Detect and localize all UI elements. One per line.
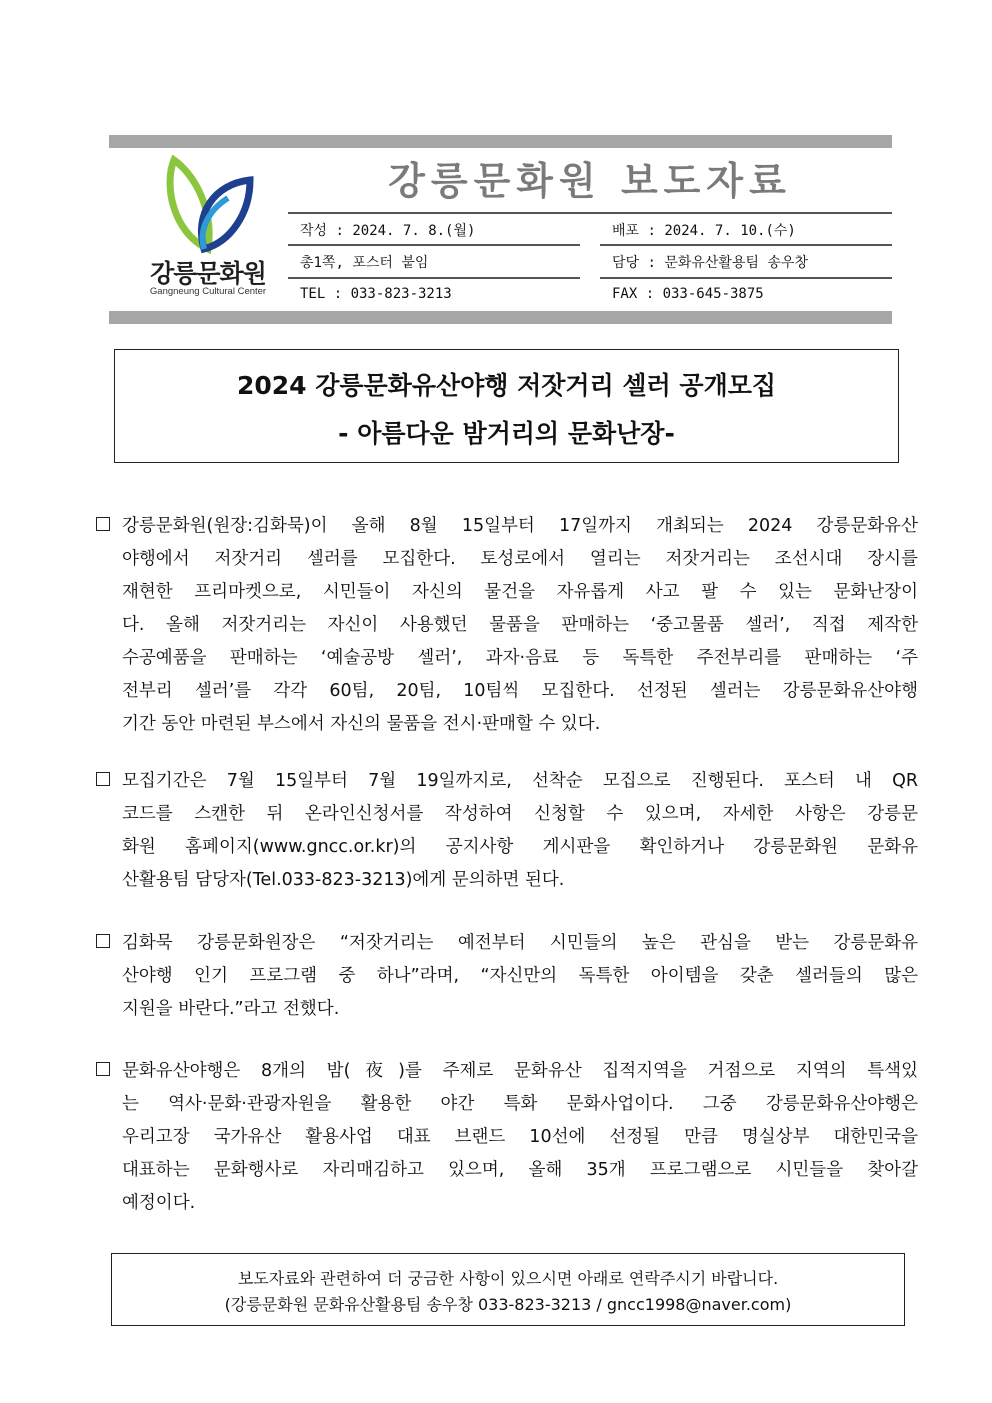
- header-bottom-bar: [109, 311, 892, 324]
- paragraph-line: 야행에서 저잣거리 셀러를 모집한다. 토성로에서 열리는 저잣거리는 조선시대 장시를: [122, 549, 918, 569]
- logo-org-name-en: Gangneung Cultural Center: [149, 286, 267, 297]
- tel-number: TEL : 033-823-3213: [300, 286, 452, 302]
- contact-box: [111, 1253, 905, 1326]
- header-divider: [600, 244, 892, 246]
- paragraph-line: 기간 동안 마련된 부스에서 자신의 물품을 전시·판매할 수 있다.: [122, 714, 601, 734]
- contact-note: 보도자료와 관련하여 더 궁금한 사항이 있으시면 아래로 연락주시기 바랍니다.: [237, 1269, 779, 1288]
- checkbox-bullet-icon: [96, 934, 110, 948]
- paragraph-line: 전부리 셀러’를 각각 60팀, 20팀, 10팀씩 모집한다. 선정된 셀러는 강릉문화유산야행: [122, 681, 918, 701]
- paragraph-line: 산활용팀 담당자(Tel.033-823-3213)에게 문의하면 된다.: [122, 870, 565, 890]
- subheadline: - 아름다운 밤거리의 문화난장-: [338, 419, 675, 448]
- paragraph-line: 재현한 프리마켓으로, 시민들이 자신의 물건을 자유롭게 사고 팔 수 있는 문화난장이: [122, 582, 918, 602]
- logo-org-name: 강릉문화원: [150, 259, 266, 288]
- paragraph-line: 김화묵 강릉문화원장은 “저잣거리는 예전부터 시민들의 높은 관심을 받는 강릉문화유: [122, 933, 918, 953]
- header-divider: [288, 212, 892, 214]
- paragraph-line: 화원 홈페이지(www.gncc.or.kr)의 공지사항 게시판을 확인하거나 강릉문화원 문화유: [122, 837, 918, 857]
- header-top-bar: [109, 135, 892, 148]
- press-release-title: 강릉문화원 보도자료: [388, 158, 792, 203]
- paragraph-line: 우리고장 국가유산 활용사업 대표 브랜드 10선에 선정될 만큼 명실상부 대한민국을: [122, 1127, 918, 1147]
- header-divider: [600, 277, 892, 279]
- headline-box: [114, 349, 899, 463]
- paragraph-line: 수공예품을 판매하는 ‘예술공방 셀러’, 과자·음료 등 독특한 주전부리를 판매하는 ‘주: [122, 648, 918, 668]
- contact-team: 담당 : 문화유산활용팀 송우창: [612, 255, 809, 271]
- org-logo: [128, 150, 288, 305]
- paragraph-line: 모집기간은 7월 15일부터 7월 19일까지로, 선착순 모집으로 진행된다. 포스터 내 QR: [122, 771, 918, 791]
- contact-details: (강릉문화원 문화유산활용팀 송우창 033-823-3213 / gncc1998@naver.com): [224, 1295, 792, 1314]
- paragraph-line: 문화유산야행은 8개의 밤(夜)를 주제로 문화유산 집적지역을 거점으로 지역의 특색있: [122, 1061, 918, 1081]
- checkbox-bullet-icon: [96, 517, 110, 531]
- paragraph-line: 는 역사·문화·관광자원을 활용한 야간 특화 문화사업이다. 그중 강릉문화유산야행은: [122, 1094, 918, 1114]
- paragraph-line: 예정이다.: [122, 1193, 196, 1213]
- written-date: 작성 : 2024. 7. 8.(월): [300, 223, 476, 239]
- paragraph-line: 대표하는 문화행사로 자리매김하고 있으며, 올해 35개 프로그램으로 시민들을 찾아갈: [122, 1160, 918, 1180]
- paragraph-line: 코드를 스캔한 뒤 온라인신청서를 작성하여 신청할 수 있으며, 자세한 사항은 강릉문: [122, 804, 918, 824]
- paragraph-line: 지원을 바란다.”라고 전했다.: [122, 999, 340, 1019]
- checkbox-bullet-icon: [96, 772, 110, 786]
- headline: 2024 강릉문화유산야행 저잣거리 셀러 공개모집: [236, 371, 777, 400]
- checkbox-bullet-icon: [96, 1062, 110, 1076]
- distribution-date: 배포 : 2024. 7. 10.(수): [612, 223, 796, 239]
- header-divider: [288, 244, 580, 246]
- header-divider: [288, 277, 580, 279]
- page-count: 총1쪽, 포스터 붙임: [300, 255, 429, 271]
- fax-number: FAX : 033-645-3875: [612, 286, 764, 302]
- paragraph-line: 강릉문화원(원장:김화묵)이 올해 8월 15일부터 17일까지 개최되는 2024 강릉문화유산: [122, 516, 918, 536]
- paragraph-line: 다. 올해 저잣거리는 자신이 사용했던 물품을 판매하는 ‘중고물품 셀러’, 직접 제작한: [122, 615, 918, 635]
- paragraph-line: 산야행 인기 프로그램 중 하나”라며, “자신만의 독특한 아이템을 갖춘 셀러들의 많은: [122, 966, 918, 986]
- leaf-logo-icon: [164, 154, 254, 254]
